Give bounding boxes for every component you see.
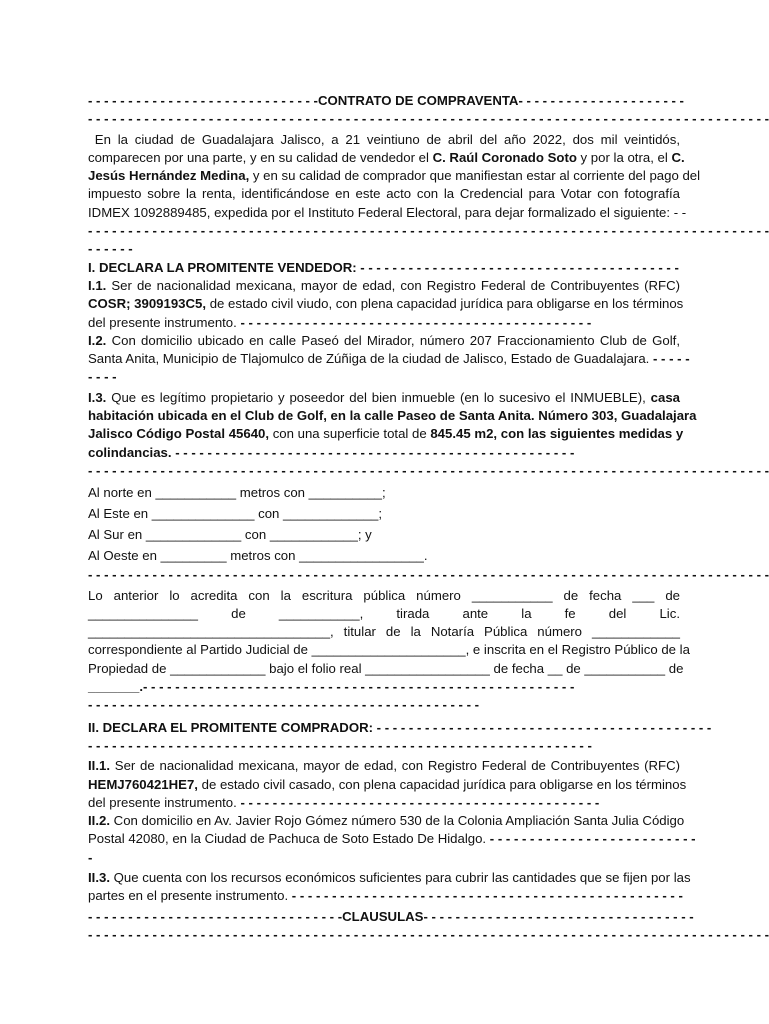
seller-i3-line-1: I.3. Que es legítimo propietario y poseedor del bien inmueble (en lo sucesivo el INMUEBLE), casa bbox=[88, 389, 680, 405]
buyer-heading-tail: - - - - - - - - - - - - - - - - - - - - - - - - - - - - - - - - - - - - - - - - - - - - - - - - - - - - - - - - - - - - - - - bbox=[88, 737, 592, 753]
deed-line-7: - - - - - - - - - - - - - - - - - - - - - - - - - - - - - - - - - - - - - - - - - - - - - - - - - bbox=[88, 697, 480, 713]
seller-heading: I. DECLARA LA PROMITENTE VENDEDOR: - - - - - - - - - - - - - - - - - - - - - - - - - - - - - - - - - - - - - - - - bbox=[88, 259, 679, 275]
dash-rule: - - - - - - - - - - - - - - - - - - - - - - - - - - - - - - - - - - - - - - - - - - - - - - - - - - - - - - - - - - - - - - - - - - - - - - - - - - - - - - - - - - - - - bbox=[88, 111, 769, 127]
deed-line-3: _________________________________, titular de la Notaría Pública número ____________ bbox=[88, 624, 680, 640]
seller-i1-line-2: COSR; 3909193C5, de estado civil viudo, con plena capacidad jurídica para obligarse en los términos bbox=[88, 296, 684, 312]
seller-rfc: COSR; 3909193C5, bbox=[88, 296, 207, 312]
boundaries-list bbox=[88, 482, 680, 566]
boundary-east: Al Este en ______________ con _____________; bbox=[88, 506, 383, 522]
buyer-rfc: HEMJ760421HE7, bbox=[88, 776, 198, 792]
deed-line-4: correspondiente al Partido Judicial de _____________________, e inscrita en el Registro Público de la bbox=[88, 642, 690, 658]
seller-i1-line-3: del presente instrumento. - - - - - - - - - - - - - - - - - - - - - - - - - - - - - - - - - - - - - - - - - - - - bbox=[88, 314, 592, 330]
contract-title-line bbox=[88, 92, 684, 110]
intro-line-3: Jesús Hernández Medina, y en su calidad de comprador que manifiestan estar al corriente del pago del bbox=[88, 168, 701, 184]
contract-page bbox=[88, 92, 769, 944]
buyer-heading: II. DECLARA EL PROMITENTE COMPRADOR: - - - - - - - - - - - - - - - - - - - - - - - - - - - - - - - - - - - - - - - - - - bbox=[88, 719, 712, 735]
section-seller bbox=[88, 259, 769, 715]
deed-line-1: Lo anterior lo acredita con la escritura pública número ___________ de fecha ___ de bbox=[88, 587, 680, 603]
dash-rule: - - - - - - - - - - - - - - - - - - - - - - - - - - - - - - - - - - - - - - - - - - - - - - - - - - - - - - - - - - - - - - - - - - - - - - - - - - - - - - - - - - - - - bbox=[88, 223, 769, 239]
seller-i2-line-1: I.2. Con domicilio ubicado en calle Paseó del Mirador, número 207 Fraccionamiento Club de Golf, bbox=[88, 332, 680, 348]
title-dashes-right: - - - - - - - - - - - - - - - - - - - - - bbox=[518, 93, 684, 108]
seller-i3-line-2: habitación ubicada en el Club de Golf, en la calle Paseo de Santa Anita. Número 303, Guadalajara bbox=[88, 408, 697, 424]
intro-tail: - - - - - - bbox=[88, 241, 133, 257]
buyer-name: Jesús Hernández Medina, bbox=[88, 168, 250, 184]
seller-i1-line-1: I.1. Ser de nacionalidad mexicana, mayor de edad, con Registro Federal de Contribuyentes (RFC) bbox=[88, 277, 680, 293]
intro-line-2: comparecen por una parte, y en su calidad de vendedor el C. Raúl Coronado Soto y por la otra, el C. bbox=[88, 149, 685, 165]
final-dash-rule: - - - - - - - - - - - - - - - - - - - - - - - - - - - - - - - - - - - - - - - - - - - - - - - - - - - - - - - - - - - - - - - - - - - - - - - - - - - - - - - - - - - - - bbox=[88, 926, 769, 942]
boundary-west: Al Oeste en _________ metros con _________________. bbox=[88, 548, 428, 564]
deed-line-2: _______________ de ___________, tirada ante la fe del Lic. bbox=[88, 605, 680, 621]
intro-line-4: impuesto sobre la renta, identificándose en este acto con la Credencial para Votar con fotografía bbox=[88, 186, 680, 202]
section-buyer bbox=[88, 719, 712, 906]
buyer-ii1-line-2: HEMJ760421HE7, de estado civil casado, con plena capacidad jurídica para obligarse en los términos bbox=[88, 776, 687, 792]
seller-name: C. Raúl Coronado Soto bbox=[432, 149, 577, 165]
seller-i2-line-2: Santa Anita, Municipio de Tlajomulco de Zúñiga de la ciudad de Jalisco, Estado de Guadalajara. - - - - - bbox=[88, 351, 690, 367]
buyer-ii1-line-3: del presente instrumento. - - - - - - - - - - - - - - - - - - - - - - - - - - - - - - - - - - - - - - - - - - - - - bbox=[88, 794, 600, 810]
dash-rule: - - - - - - - - - - - - - - - - - - - - - - - - - - - - - - - - - - - - - - - - - - - - - - - - - - - - - - - - - - - - - - - - - - - - - - - - - - - - - - - - - - - - - bbox=[88, 462, 769, 478]
buyer-ii3-line-2: partes en el presente instrumento. - - - - - - - - - - - - - - - - - - - - - - - - - - - - - - - - - - - - - - - - - - - - - - - - - bbox=[88, 888, 683, 904]
buyer-ii2-line-1: II.2. Con domicilio en Av. Javier Rojo Gómez número 530 de la Colonia Ampliación Santa Julia Código bbox=[88, 813, 685, 829]
boundary-north: Al norte en ___________ metros con __________; bbox=[88, 485, 386, 501]
deed-line-6: _______.- - - - - - - - - - - - - - - - - - - - - - - - - - - - - - - - - - - - - - - - - - - - - - - - - - - - - - bbox=[88, 679, 575, 695]
buyer-ii3-line-1: II.3. Que cuenta con los recursos económicos suficientes para cubrir las cantidades que se fijen por las bbox=[88, 869, 691, 885]
intro-line-5: IDMEX 1092889485, expedida por el Instituto Federal Electoral, para dejar formalizado el siguiente: - - bbox=[88, 204, 687, 220]
intro-paragraph bbox=[88, 131, 769, 259]
deed-line-5: Propiedad de _____________ bajo el folio real _________________ de fecha __ de ___________ de bbox=[88, 660, 684, 676]
buyer-ii1-line-1: II.1. Ser de nacionalidad mexicana, mayor de edad, con Registro Federal de Contribuyentes (RFC) bbox=[88, 758, 680, 774]
contract-title: CONTRATO DE COMPRAVENTA bbox=[317, 93, 519, 108]
clausulas-title: CLAUSULAS bbox=[342, 908, 424, 924]
title-dashes-left: - - - - - - - - - - - - - - - - - - - - - - - - - - - - - bbox=[88, 93, 318, 108]
dash-rule: - - - - - - - - - - - - - - - - - - - - - - - - - - - - - - - - - - - - - - - - - - - - - - - - - - - - - - - - - - - - - - - - - - - - - - - - - - - - - - - - - - - - - bbox=[88, 567, 769, 583]
buyer-ii2-tail: - bbox=[88, 849, 93, 865]
boundary-south: Al Sur en _____________ con ____________; y bbox=[88, 527, 372, 543]
clausulas-heading: - - - - - - - - - - - - - - - - - - - - - - - - - - - - - - - -CLAUSULAS- - - - - - - - - - - - - - - - - - - - - - - - - - - - - - - - - - bbox=[88, 908, 694, 924]
seller-i3-line-3: Jalisco Código Postal 45640, con una superficie total de 845.45 m2, con las siguientes medidas y bbox=[88, 426, 684, 442]
buyer-ii2-line-2: Postal 42080, en la Ciudad de Pachuca de Soto Estado De Hidalgo. - - - - - - - - - - - - - - - - - - - - - - - - - - bbox=[88, 831, 696, 847]
intro-line-1: En la ciudad de Guadalajara Jalisco, a 21 veintiuno de abril del año 2022, dos mil veintidós, bbox=[94, 131, 680, 147]
seller-i2-tail: - - - - bbox=[88, 369, 117, 385]
seller-i3-line-4: colindancias. - - - - - - - - - - - - - - - - - - - - - - - - - - - - - - - - - - - - - - - - - - - - - - - - - - bbox=[88, 444, 575, 460]
